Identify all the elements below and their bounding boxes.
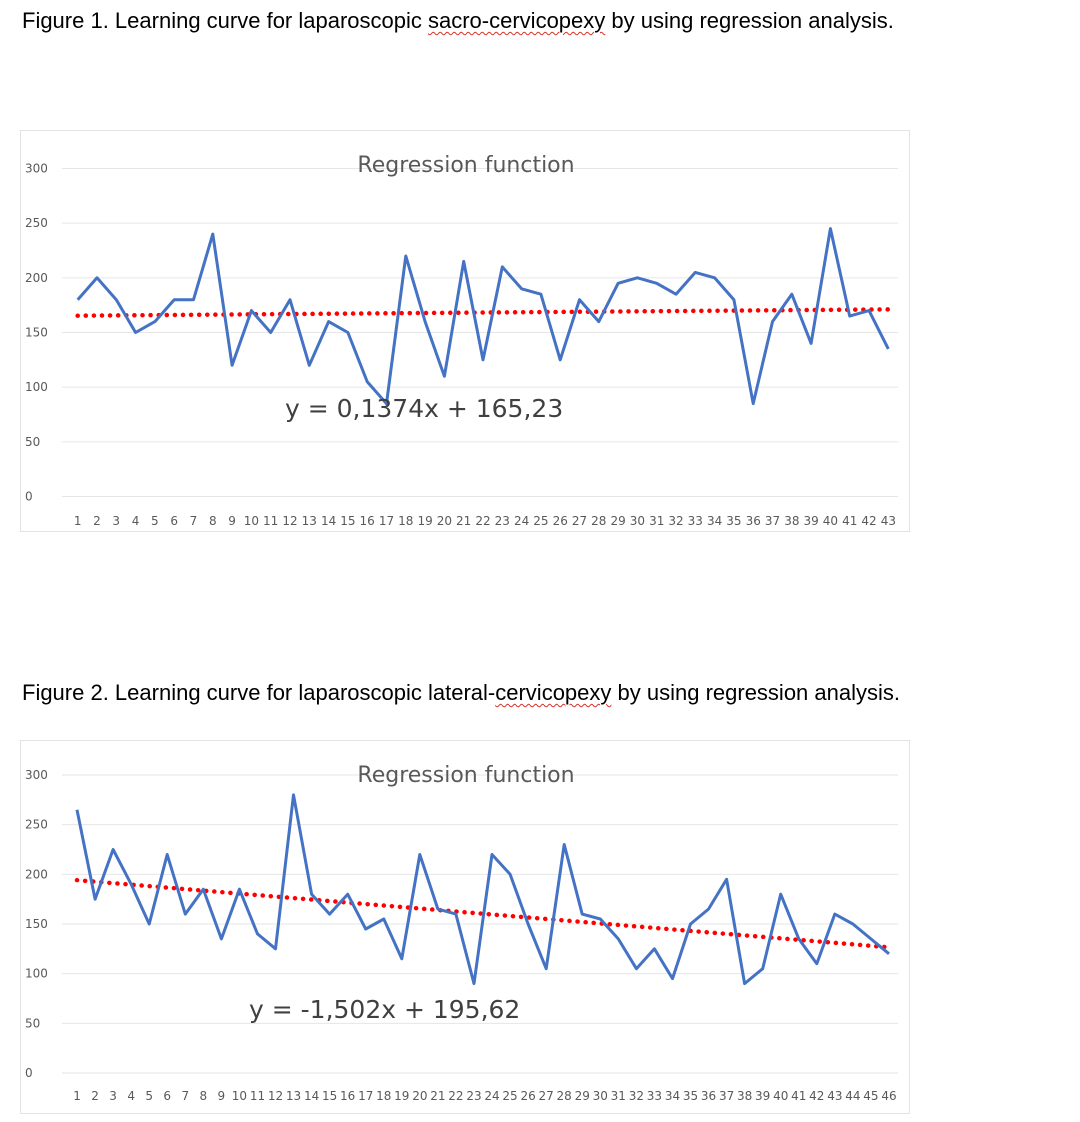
chart1-xtick-label: 24 xyxy=(513,514,530,528)
chart2-xtick-label: 31 xyxy=(610,1089,626,1103)
chart2-xtick-label: 36 xyxy=(700,1089,717,1103)
figure-1-caption-end: by using regression analysis. xyxy=(605,8,894,33)
chart2-xtick-label: 9 xyxy=(217,1089,226,1103)
chart1-xtick-label: 25 xyxy=(533,514,549,528)
figure-2-caption-start: Figure 2. Learning curve for laparoscopic lateral- xyxy=(22,680,496,705)
chart2-ytick-label: 200 xyxy=(25,867,48,882)
chart1-xtick-label: 38 xyxy=(784,514,800,528)
chart2-xtick-label: 4 xyxy=(127,1089,135,1103)
chart2-ytick-label: 50 xyxy=(25,1016,41,1031)
chart1-xtick-label: 20 xyxy=(436,514,453,528)
chart1-xtick-label: 16 xyxy=(359,514,375,528)
figure-1-caption xyxy=(22,8,894,34)
chart1-ytick-label: 100 xyxy=(25,380,48,395)
chart2-xtick-label: 5 xyxy=(145,1089,154,1103)
chart1-xtick-label: 5 xyxy=(151,514,159,528)
chart1-xtick-label: 28 xyxy=(591,514,607,528)
chart1-xtick-label: 11 xyxy=(263,514,279,528)
figure-2-caption xyxy=(22,680,900,706)
chart2-xtick-label: 16 xyxy=(340,1089,356,1103)
chart1-xtick-label: 10 xyxy=(243,514,260,528)
chart1-xtick-label: 19 xyxy=(417,514,433,528)
chart1-ytick-label: 250 xyxy=(25,216,48,231)
chart2-xtick-label: 8 xyxy=(199,1089,208,1103)
chart2-xtick-label: 27 xyxy=(538,1089,554,1103)
chart2-xtick-label: 12 xyxy=(267,1089,284,1103)
chart1-xtick-label: 34 xyxy=(706,514,723,528)
chart2-xtick-label: 44 xyxy=(845,1089,861,1103)
chart2-xtick-label: 15 xyxy=(321,1089,338,1103)
figure-1-caption-spellcheck-word: sacro-cervicopexy xyxy=(428,8,606,33)
chart1-xtick-label: 3 xyxy=(112,514,121,528)
chart2-xtick-label: 41 xyxy=(791,1089,807,1103)
chart1-xtick-label: 31 xyxy=(649,514,665,528)
chart1-xtick-label: 1 xyxy=(73,514,82,528)
chart2-xtick-label: 28 xyxy=(556,1089,572,1103)
chart2-xtick-label: 22 xyxy=(448,1089,464,1103)
chart1-xtick-label: 6 xyxy=(170,514,178,528)
chart1-xtick-label: 4 xyxy=(131,514,140,528)
chart2-xtick-label: 7 xyxy=(181,1089,190,1103)
chart2-xtick-label: 30 xyxy=(592,1089,608,1103)
chart2-xtick-label: 37 xyxy=(718,1089,735,1103)
chart1-xtick-label: 7 xyxy=(189,514,198,528)
chart2-xtick-label: 40 xyxy=(773,1089,789,1103)
chart2-ytick-label: 250 xyxy=(25,817,48,832)
chart2-xtick-label: 24 xyxy=(484,1089,500,1103)
chart1-xtick-label: 40 xyxy=(822,514,839,528)
chart2-xtick-label: 2 xyxy=(91,1089,99,1103)
chart2-equation-label: y = -1,502x + 195,62 xyxy=(249,995,521,1024)
chart1-xtick-label: 12 xyxy=(282,514,298,528)
chart1-xtick-label: 21 xyxy=(456,514,472,528)
figure-1-chart-svg xyxy=(21,131,909,531)
chart1-equation-label: y = 0,1374x + 165,23 xyxy=(285,394,564,423)
chart2-xtick-label: 35 xyxy=(682,1089,699,1103)
chart2-xtick-label: 10 xyxy=(231,1089,248,1103)
chart1-xtick-label: 17 xyxy=(378,514,395,528)
chart1-xtick-label: 9 xyxy=(228,514,236,528)
chart2-xtick-label: 26 xyxy=(520,1089,536,1103)
chart1-xtick-label: 2 xyxy=(93,514,101,528)
chart1-xtick-label: 23 xyxy=(494,514,510,528)
chart2-xtick-label: 23 xyxy=(466,1089,482,1103)
chart1-ytick-label: 150 xyxy=(25,325,48,340)
chart1-xtick-label: 39 xyxy=(803,514,819,528)
chart1-ytick-label: 0 xyxy=(25,489,33,504)
figure-1-caption-start: Figure 1. Learning curve for laparoscopic xyxy=(22,8,428,33)
chart1-xtick-label: 8 xyxy=(208,514,217,528)
chart2-xtick-label: 25 xyxy=(502,1089,518,1103)
figure-2-chart-svg xyxy=(21,741,909,1113)
chart2-xtick-label: 17 xyxy=(358,1089,374,1103)
chart1-xtick-label: 29 xyxy=(610,514,626,528)
chart2-xtick-label: 21 xyxy=(430,1089,446,1103)
figure-2-chart xyxy=(20,740,910,1114)
chart1-xtick-label: 18 xyxy=(398,514,414,528)
chart2-xtick-label: 29 xyxy=(574,1089,590,1103)
chart1-xtick-label: 27 xyxy=(571,514,588,528)
chart2-xtick-label: 43 xyxy=(827,1089,843,1103)
chart2-xtick-label: 19 xyxy=(394,1089,410,1103)
chart1-xtick-label: 14 xyxy=(320,514,337,528)
chart2-xtick-label: 20 xyxy=(412,1089,428,1103)
chart2-xtick-label: 32 xyxy=(628,1089,645,1103)
chart2-xtick-label: 38 xyxy=(736,1089,753,1103)
chart1-xtick-label: 32 xyxy=(668,514,684,528)
chart2-xtick-label: 3 xyxy=(109,1089,117,1103)
figure-2-caption-spellcheck-word: cervicopexy xyxy=(495,680,612,705)
chart1-xtick-label: 33 xyxy=(687,514,703,528)
chart1-xtick-label: 41 xyxy=(842,514,858,528)
chart2-xtick-label: 46 xyxy=(881,1089,897,1103)
chart2-xtick-label: 42 xyxy=(809,1089,825,1103)
chart2-ytick-label: 100 xyxy=(25,966,48,981)
chart2-xtick-label: 11 xyxy=(249,1089,266,1103)
chart1-xtick-label: 22 xyxy=(475,514,491,528)
chart2-xtick-label: 39 xyxy=(755,1089,771,1103)
chart1-xtick-label: 35 xyxy=(726,514,742,528)
chart1-xtick-label: 43 xyxy=(880,514,896,528)
chart2-xtick-label: 33 xyxy=(646,1089,663,1103)
chart2-xtick-label: 13 xyxy=(285,1089,302,1103)
chart2-ytick-label: 300 xyxy=(25,768,48,782)
figure-2-caption-end: by using regression analysis. xyxy=(611,680,900,705)
chart2-xtick-label: 45 xyxy=(863,1089,879,1103)
chart2-ytick-label: 0 xyxy=(25,1066,33,1080)
chart1-ytick-label: 200 xyxy=(25,270,48,285)
chart1-xtick-label: 30 xyxy=(629,514,646,528)
chart1-ytick-label: 50 xyxy=(25,434,41,449)
chart2-ytick-label: 150 xyxy=(25,917,48,931)
chart1-ytick-label: 300 xyxy=(25,161,48,176)
chart1-xtick-label: 15 xyxy=(340,514,356,528)
figure-1-chart xyxy=(20,130,910,532)
chart1-xtick-label: 26 xyxy=(552,514,568,528)
chart1-title: Regression function xyxy=(357,153,575,178)
chart2-xtick-label: 1 xyxy=(73,1089,81,1103)
chart2-title: Regression function xyxy=(357,763,575,788)
chart1-xtick-label: 13 xyxy=(301,514,317,528)
chart2-xtick-label: 18 xyxy=(376,1089,392,1103)
chart1-xtick-label: 42 xyxy=(861,514,877,528)
chart1-xtick-label: 37 xyxy=(764,514,781,528)
chart2-xtick-label: 14 xyxy=(303,1089,320,1103)
chart2-xtick-label: 34 xyxy=(664,1089,681,1103)
chart1-trendline xyxy=(78,309,889,315)
chart2-xtick-label: 6 xyxy=(163,1089,172,1103)
chart1-xtick-label: 36 xyxy=(745,514,761,528)
